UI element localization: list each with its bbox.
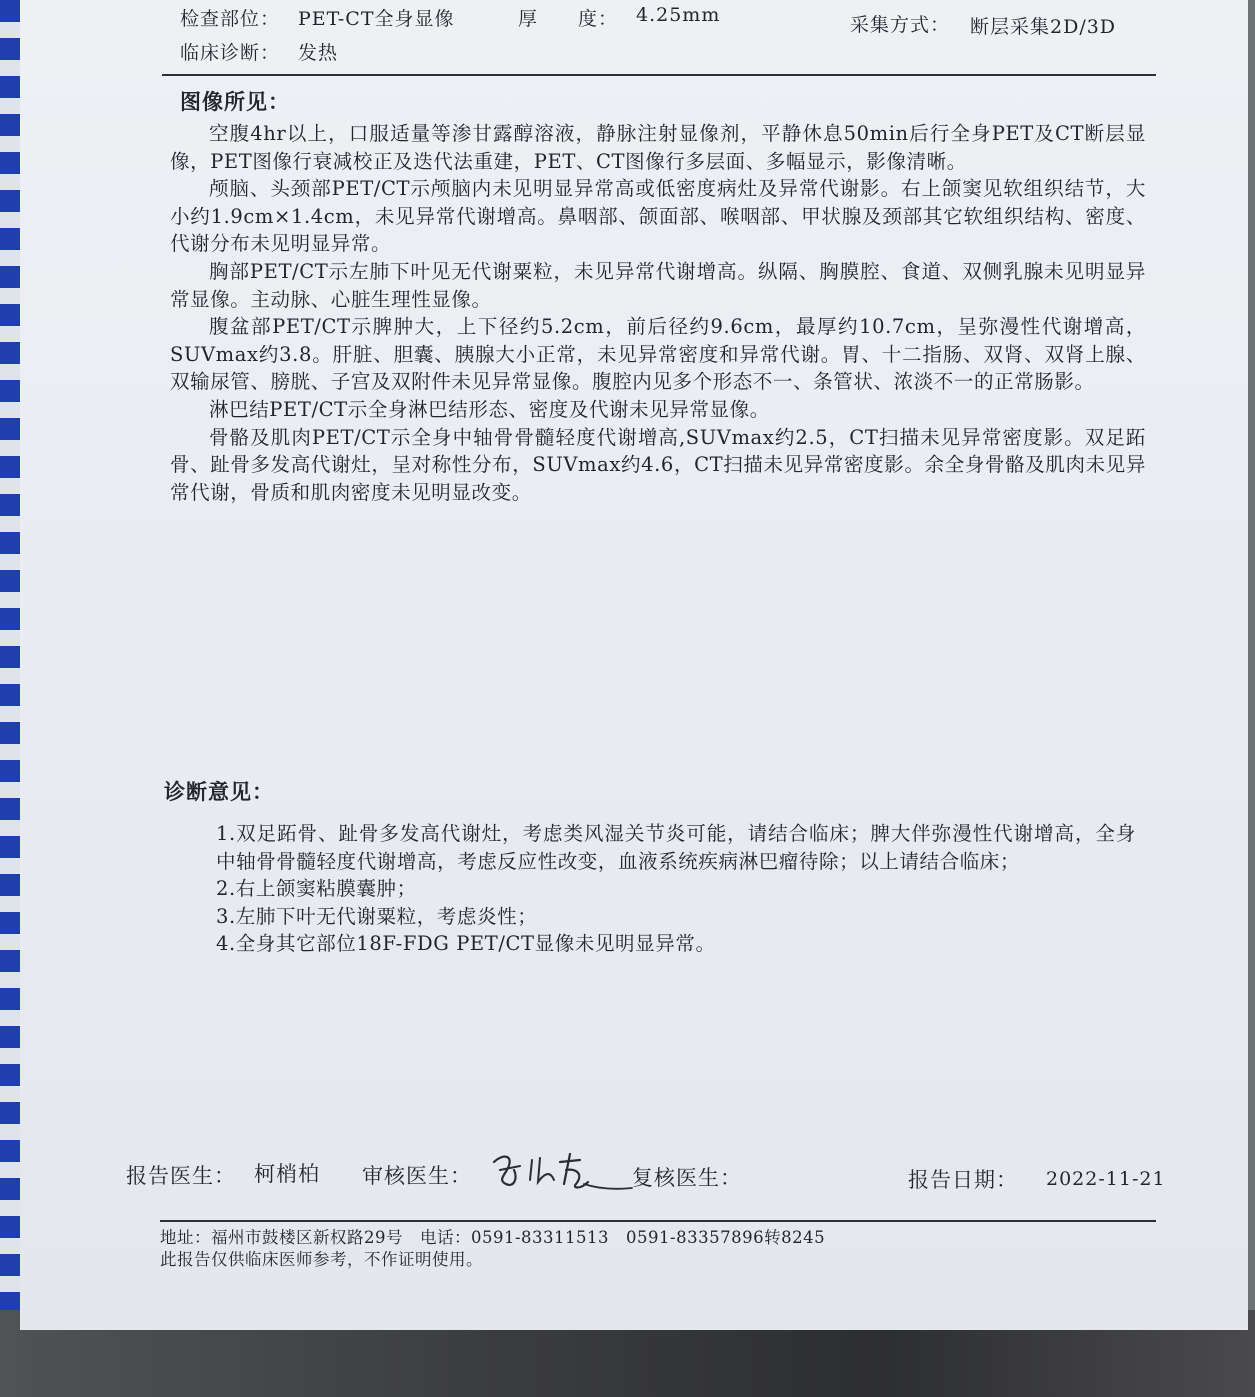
- exam-site-value: PET-CT全身显像: [298, 8, 455, 30]
- thickness-value: 4.25mm: [636, 4, 721, 26]
- impression-item: 3.左肺下叶无代谢粟粒，考虑炎性；: [216, 904, 538, 928]
- impression-item: 4.全身其它部位18F-FDG PET/CT显像未见明显异常。: [216, 932, 716, 956]
- footer-address: 地址：福州市鼓楼区新权路29号 电话：0591-83311513 0591-83357896转8245: [160, 1228, 826, 1247]
- exam-site-label: 检查部位：: [180, 8, 281, 30]
- thickness-label: 厚 度：: [518, 8, 619, 30]
- reviewer-signature: [484, 1140, 634, 1200]
- acquisition-label: 采集方式：: [850, 14, 951, 36]
- footer-divider: [160, 1220, 1156, 1222]
- impression-body: [216, 820, 1136, 958]
- reporter-name: 柯梢柏: [254, 1162, 320, 1186]
- findings-title: 图像所见：: [180, 89, 290, 114]
- acquisition-value: 断层采集2D/3D: [970, 16, 1117, 38]
- reviewer-label: 审核医生：: [362, 1164, 472, 1188]
- clinical-diagnosis-label: 临床诊断：: [180, 42, 281, 64]
- impression-title: 诊断意见：: [164, 779, 274, 804]
- findings-paragraph: 胸部PET/CT示左肺下叶见无代谢粟粒，未见异常代谢增高。纵隔、胸膜腔、食道、双侧乳腺未见明显异常显像。主动脉、心脏生理性显像。: [170, 259, 1146, 311]
- impression-item: 1.双足跖骨、趾骨多发高代谢灶，考虑类风湿关节炎可能，请结合临床；脾大伴弥漫性代谢增高，全身中轴骨骨髓轻度代谢增高，考虑反应性改变，血液系统疾病淋巴瘤待除；以上请结合临床；: [216, 822, 1136, 873]
- findings-body: [170, 120, 1146, 506]
- findings-paragraph: 淋巴结PET/CT示全身淋巴结形态、密度及代谢未见异常显像。: [209, 397, 770, 421]
- reporter-label: 报告医生：: [126, 1164, 236, 1188]
- findings-paragraph: 腹盆部PET/CT示脾肿大，上下径约5.2cm，前后径约9.6cm，最厚约10.7cm，呈弥漫性代谢增高，SUVmax约3.8。肝脏、胆囊、胰腺大小正常，未见异常密度和异常代谢。胃、十二指肠、双肾、双肾上腺、双输尿管、膀胱、子宫及双附件未见异常显像。腹腔内见多个形态不一、条管状、浓淡不一的正常肠影。: [170, 315, 1146, 394]
- findings-paragraph: 空腹4hr以上，口服适量等渗甘露醇溶液，静脉注射显像剂，平静休息50min后行全身PET及CT断层显像，PET图像行衰减校正及迭代法重建，PET、CT图像行多层面、多幅显示，影像清晰。: [170, 122, 1146, 173]
- impression-item: 2.右上颌窦粘膜囊肿；: [216, 877, 417, 901]
- findings-paragraph: 骨骼及肌肉PET/CT示全身中轴骨骨髓轻度代谢增高,SUVmax约2.5，CT扫描未见异常密度影。双足跖骨、趾骨多发高代谢灶，呈对称性分布，SUVmax约4.6，CT扫描未见异常密度影。余全身骨骼及肌肉未见异常代谢，骨质和肌肉密度未见明显改变。: [170, 425, 1146, 504]
- findings-paragraph: 颅脑、头颈部PET/CT示颅脑内未见明显异常高或低密度病灶及异常代谢影。右上颌窦见软组织结节，大小约1.9cm×1.4cm，未见异常代谢增高。鼻咽部、颌面部、喉咽部、甲状腺及颈部其它软组织结构、密度、代谢分布未见明显异常。: [170, 177, 1146, 256]
- footer-disclaimer: 此报告仅供临床医师参考，不作证明使用。: [160, 1250, 483, 1269]
- report-date-label: 报告日期：: [908, 1168, 1018, 1192]
- clinical-diagnosis-value: 发热: [298, 42, 339, 64]
- rechecker-label: 复核医生：: [632, 1166, 742, 1190]
- header-divider: [162, 74, 1156, 76]
- report-date-value: 2022-11-21: [1046, 1168, 1166, 1190]
- report-page: [20, 0, 1248, 1330]
